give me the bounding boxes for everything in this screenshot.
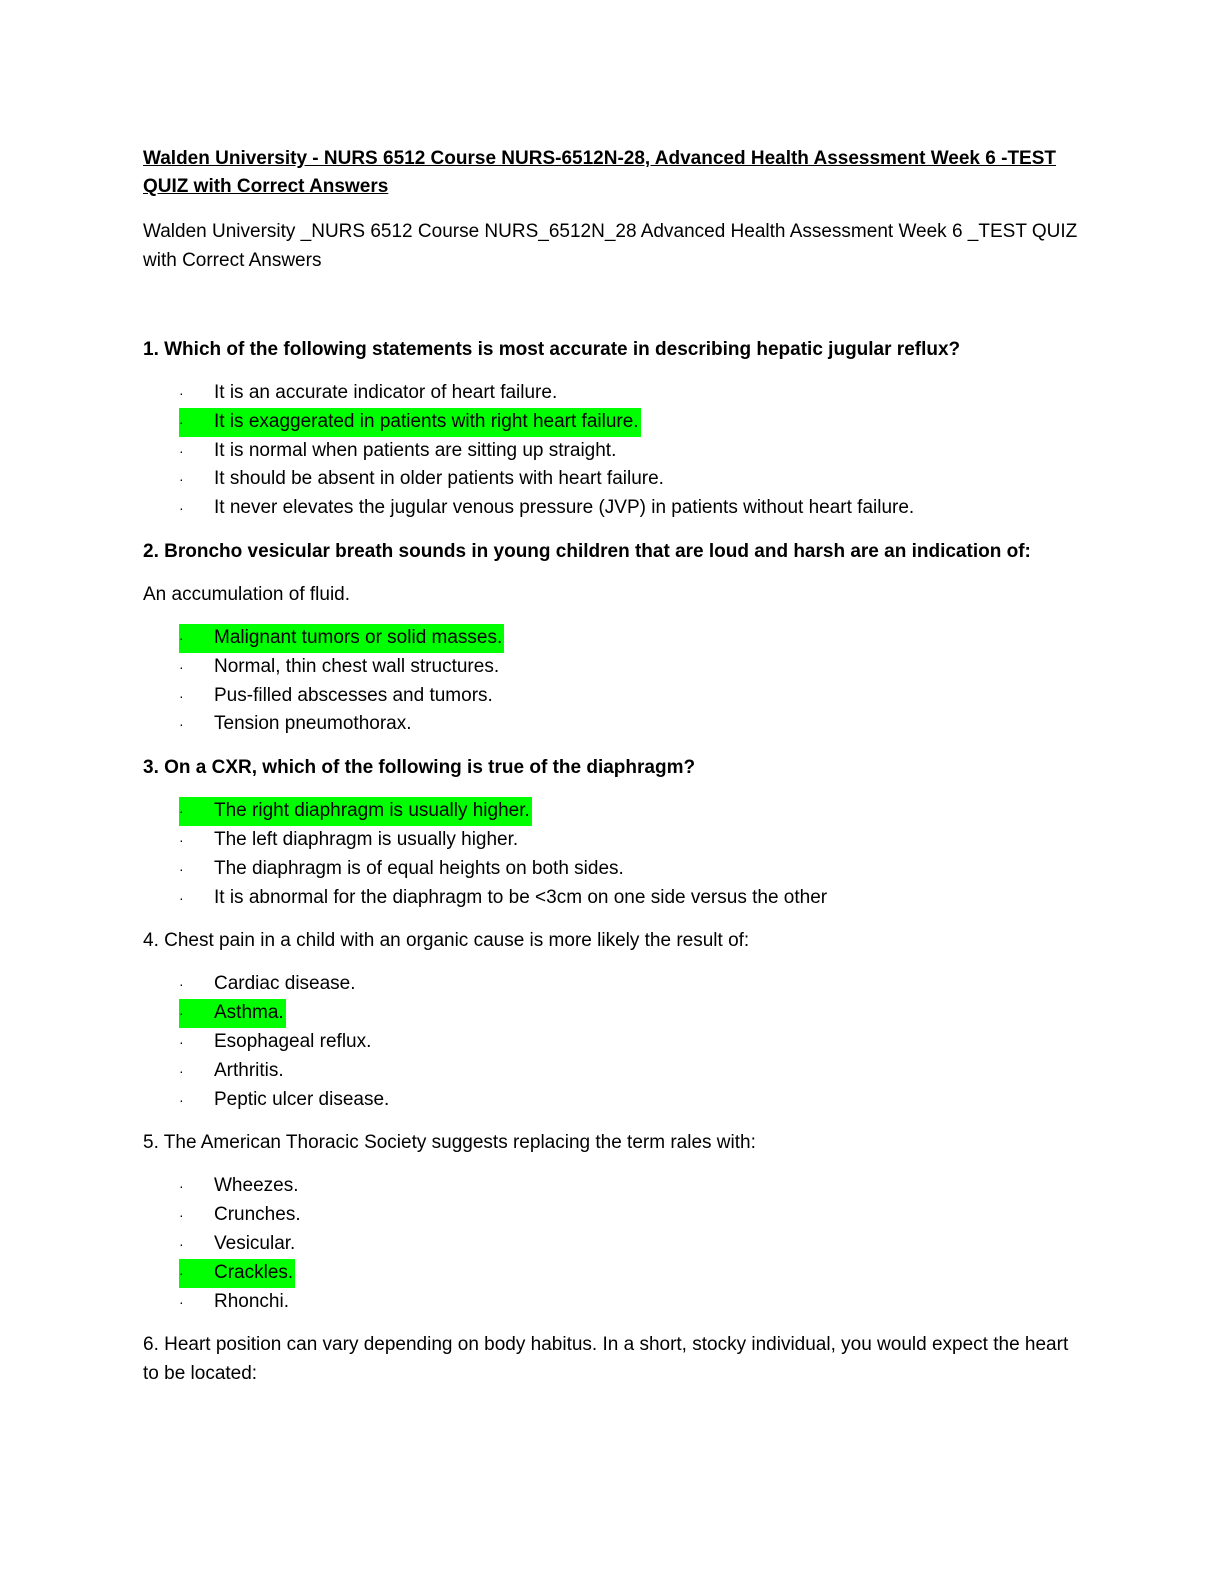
question-2 <box>143 537 1078 739</box>
option-content <box>179 710 412 739</box>
option-item <box>143 855 1078 884</box>
question-4-text: 4. Chest pain in a child with an organic cause is more likely the result of: <box>143 930 750 952</box>
option-item <box>143 1086 1078 1115</box>
title-line-1: Walden University - NURS 6512 Course NURS-6512N-28, Advanced Health Assessment Week 6 -TEST <box>143 148 1057 169</box>
option-text: It should be absent in older patients with heart failure. <box>214 468 664 490</box>
option-content <box>179 379 557 408</box>
option-item <box>143 1028 1078 1057</box>
option-content <box>179 1288 289 1317</box>
bullet-icon: · <box>179 1207 184 1224</box>
option-item <box>143 826 1078 855</box>
bullet-icon: · <box>179 831 184 848</box>
bullet-icon: · <box>179 658 184 675</box>
bullet-icon: · <box>179 413 184 430</box>
option-item <box>143 1172 1078 1201</box>
bullet-icon: · <box>179 716 184 733</box>
option-content <box>179 1172 298 1201</box>
option-item <box>143 494 1078 523</box>
option-text: The diaphragm is of equal heights on both sides. <box>214 857 624 879</box>
answer-highlight <box>179 797 532 826</box>
option-text: It is abnormal for the diaphragm to be <3cm on one side versus the other <box>214 886 828 908</box>
question-5 <box>143 1128 1078 1316</box>
option-text: Rhonchi. <box>214 1290 289 1312</box>
correct-option-item <box>143 408 1078 437</box>
bullet-icon: · <box>179 1235 184 1252</box>
question-1-options <box>143 379 1078 523</box>
option-text: Vesicular. <box>214 1232 296 1254</box>
question-2-plain-option: An accumulation of fluid. <box>143 583 351 605</box>
bullet-icon: · <box>179 385 184 401</box>
option-text: It is exaggerated in patients with right heart failure. <box>214 410 639 432</box>
option-content <box>179 1086 389 1115</box>
question-5-options <box>143 1172 1078 1316</box>
option-item <box>143 437 1078 466</box>
question-3 <box>143 753 1078 912</box>
option-text: Wheezes. <box>214 1175 299 1197</box>
option-text: Malignant tumors or solid masses. <box>214 626 503 648</box>
option-text: It never elevates the jugular venous pressure (JVP) in patients without heart failure. <box>214 497 915 519</box>
answer-highlight <box>179 999 286 1028</box>
option-content <box>179 653 499 682</box>
option-text: The left diaphragm is usually higher. <box>214 828 519 850</box>
option-text: Crackles. <box>214 1261 294 1283</box>
option-content <box>179 1201 301 1230</box>
option-item <box>143 710 1078 739</box>
bullet-icon: · <box>179 500 184 517</box>
option-text: Cardiac disease. <box>214 973 356 995</box>
option-item <box>143 379 1078 408</box>
option-item <box>143 884 1078 913</box>
option-content <box>179 970 356 999</box>
option-item <box>143 1201 1078 1230</box>
bullet-icon: · <box>179 1062 184 1079</box>
option-content <box>179 437 616 466</box>
option-text: The right diaphragm is usually higher. <box>214 800 530 822</box>
question-1 <box>143 335 1078 523</box>
option-text: Asthma. <box>214 1002 284 1024</box>
option-item <box>143 682 1078 711</box>
question-2-text: 2. Broncho vesicular breath sounds in young children that are loud and harsh are an indication of: <box>143 540 1031 562</box>
option-text: Arthritis. <box>214 1059 284 1081</box>
bullet-icon: · <box>179 860 184 877</box>
title-line-2: QUIZ with Correct Answers <box>143 176 389 197</box>
bullet-icon: · <box>179 1178 184 1195</box>
question-2-options <box>143 624 1078 739</box>
document-page <box>143 145 1078 1388</box>
option-item <box>143 1057 1078 1086</box>
question-3-text: 3. On a CXR, which of the following is true of the diaphragm? <box>143 757 696 779</box>
bullet-icon: · <box>179 629 184 646</box>
correct-option-item <box>143 1259 1078 1288</box>
option-content <box>179 494 914 523</box>
answer-highlight <box>179 624 504 653</box>
option-item <box>143 465 1078 494</box>
question-4-options <box>143 970 1078 1114</box>
bullet-icon: · <box>179 803 184 820</box>
correct-option-item <box>143 624 1078 653</box>
option-item <box>143 1288 1078 1317</box>
option-text: It is an accurate indicator of heart failure. <box>214 382 558 403</box>
bullet-icon: · <box>179 889 184 906</box>
correct-option-item <box>143 797 1078 826</box>
option-text: Esophageal reflux. <box>214 1030 372 1052</box>
option-content <box>179 855 624 884</box>
bullet-icon: · <box>179 687 184 704</box>
option-text: Tension pneumothorax. <box>214 713 412 735</box>
document-title <box>143 145 1078 201</box>
bullet-icon: · <box>179 1264 184 1281</box>
option-text: Pus-filled abscesses and tumors. <box>214 684 493 706</box>
option-item <box>143 970 1078 999</box>
option-text: Normal, thin chest wall structures. <box>214 655 500 677</box>
option-content <box>179 1230 295 1259</box>
question-1-text: 1. Which of the following statements is most accurate in describing hepatic jugular reflux? <box>143 339 961 360</box>
bullet-icon: · <box>179 1293 184 1310</box>
option-item <box>143 653 1078 682</box>
question-6 <box>143 1330 1078 1388</box>
bullet-icon: · <box>179 1005 184 1022</box>
answer-highlight <box>179 1259 295 1288</box>
option-text: It is normal when patients are sitting up straight. <box>214 439 617 461</box>
question-3-options <box>143 797 1078 912</box>
option-text: Peptic ulcer disease. <box>214 1088 390 1110</box>
option-content <box>179 682 493 711</box>
option-content <box>179 1028 371 1057</box>
option-content <box>179 884 827 913</box>
correct-option-item <box>143 999 1078 1028</box>
document-subtitle: Walden University _NURS 6512 Course NURS_6512N_28 Advanced Health Assessment Week 6 _TEST QUIZ with Correct Answers <box>143 221 1078 271</box>
question-6-text: 6. Heart position can vary depending on body habitus. In a short, stocky individual, you would expect the heart to be located: <box>143 1334 1069 1385</box>
bullet-icon: · <box>179 1033 184 1050</box>
answer-highlight <box>179 408 641 437</box>
bullet-icon: · <box>179 976 184 993</box>
option-content <box>179 826 518 855</box>
option-item <box>143 1230 1078 1259</box>
bullet-icon: · <box>179 442 184 459</box>
bullet-icon: · <box>179 1091 184 1108</box>
option-content <box>179 1057 284 1086</box>
question-5-text: 5. The American Thoracic Society suggests replacing the term rales with: <box>143 1132 756 1154</box>
bullet-icon: · <box>179 471 184 488</box>
option-text: Crunches. <box>214 1204 301 1226</box>
question-4 <box>143 926 1078 1114</box>
option-content <box>179 465 664 494</box>
